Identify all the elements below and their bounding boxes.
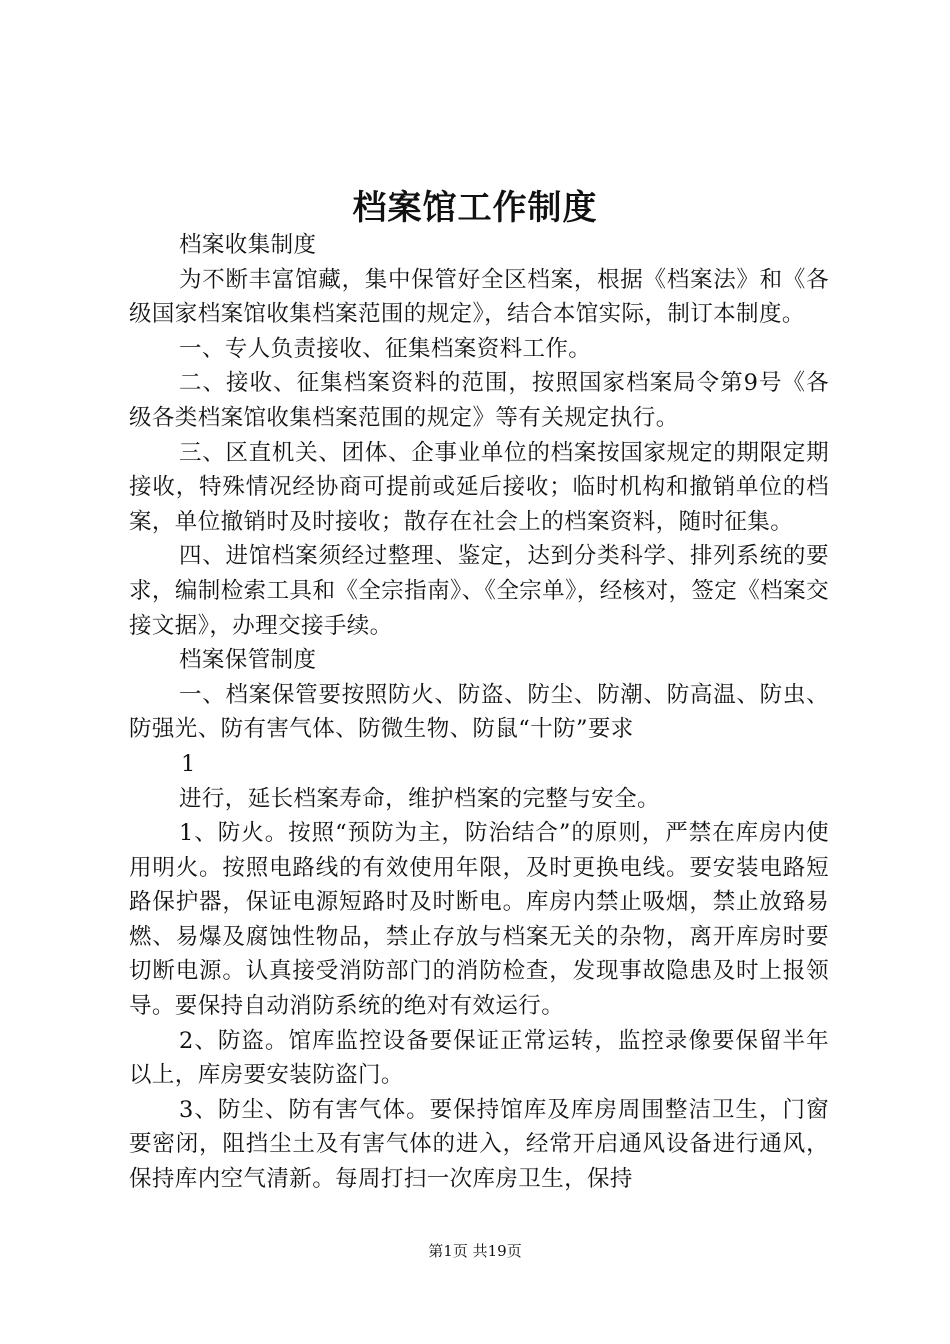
page-footer: 第1页 共19页 <box>428 1242 522 1260</box>
document-title: 档案馆工作制度 <box>352 188 598 228</box>
inline-page-number: 1 <box>181 750 196 777</box>
paragraph: 为不断丰富馆藏，集中保管好全区档案，根据《档案法》和《各级国家档案馆收集档案范围的规定》，结合本馆实际，制订本制度。 <box>129 266 829 328</box>
paragraph: 2、防盗。馆库监控设备要保证正常运转，监控录像要保留半年以上，库房要安装防盗门。 <box>129 1027 829 1089</box>
paragraph: 二、接收、征集档案资料的范围，按照国家档案局令第9号《各级各类档案馆收集档案范围的规定》等有关规定执行。 <box>129 370 829 431</box>
paragraph: 一、专人负责接收、征集档案资料工作。 <box>179 335 592 362</box>
document-body <box>129 228 829 1197</box>
paragraph: 一、档案保管要按照防火、防盗、防尘、防潮、防高温、防虫、防强光、防有害气体、防微生物、防鼠“十防”要求 <box>129 681 829 743</box>
section-heading-collection: 档案收集制度 <box>179 232 317 258</box>
section-heading-storage: 档案保管制度 <box>179 647 317 674</box>
paragraph: 3、防尘、防有害气体。要保持馆库及库房周围整洁卫生，门窗要密闭，阻挡尘土及有害气体的进入，经常开启通风设备进行通风，保持库内空气清新。每周打扫一次库房卫生，保持 <box>129 1096 829 1193</box>
paragraph: 1、防火。按照“预防为主，防治结合”的原则，严禁在库房内使用明火。按照电路线的有效使用年限，及时更换电线。要安装电路短路保护器，保证电源短路时及时断电。库房内禁止吸烟，禁止放臵易燃、易爆及腐蚀性物品，禁止存放与档案无关的杂物，离开库房时要切断电源。认真接受消防部门的消防检查，发现事故隐患及时上报领导。要保持自动消防系统的绝对有效运行。 <box>129 820 829 1020</box>
paragraph: 进行，延长档案寿命，维护档案的完整与安全。 <box>179 785 660 812</box>
paragraph: 三、区直机关、团体、企事业单位的档案按国家规定的期限定期接收，特殊情况经协商可提前或延后接收；临时机构和撤销单位的档案，单位撤销时及时接收；散存在社会上的档案资料，随时征集。 <box>129 439 829 535</box>
paragraph: 四、进馆档案须经过整理、鉴定，达到分类科学、排列系统的要求，编制检索工具和《全宗指南》、《全宗单》，经核对，签定《档案交接文据》，办理交接手续。 <box>129 543 829 639</box>
